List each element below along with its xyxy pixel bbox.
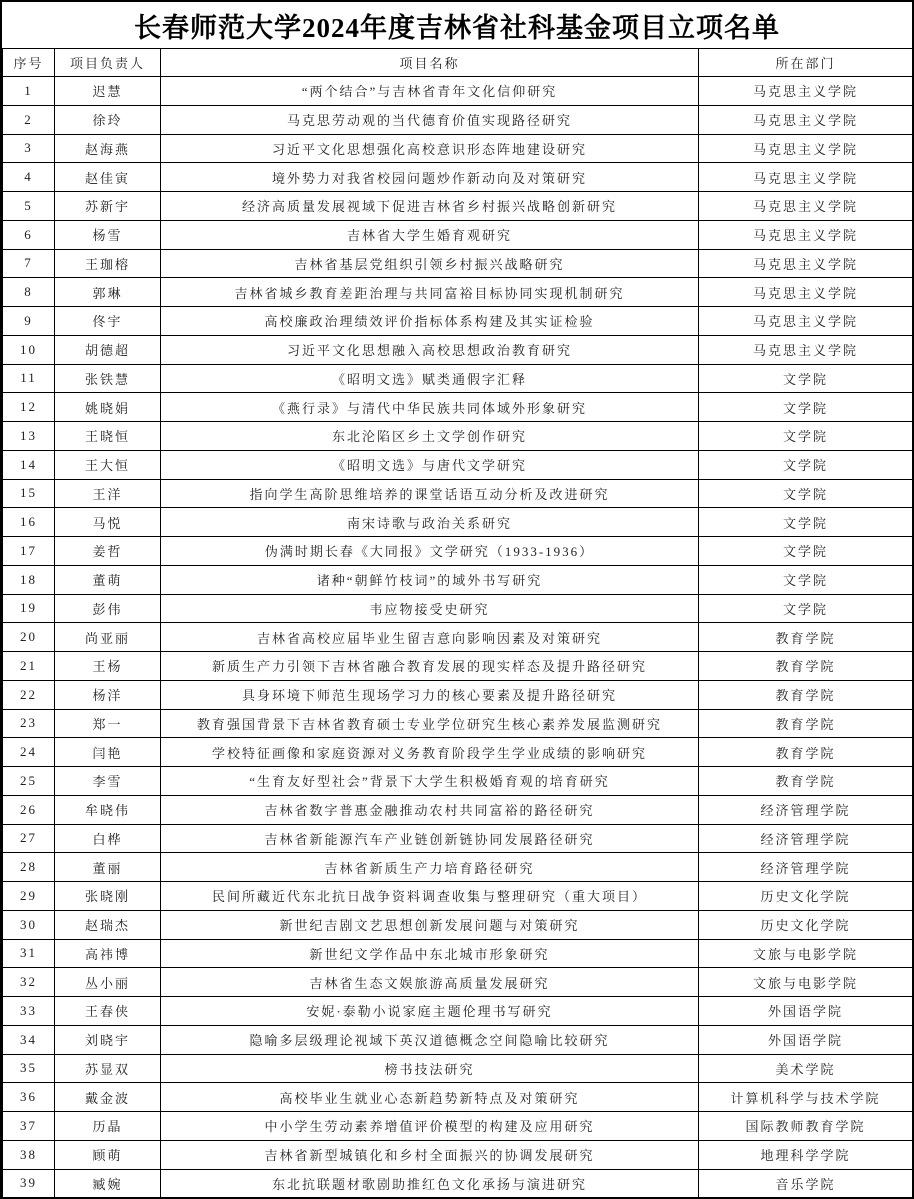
cell-project-leader: 戴金波 — [55, 1083, 161, 1112]
cell-serial-number: 11 — [3, 364, 55, 393]
cell-department: 历史文化学院 — [699, 910, 913, 939]
table-row — [3, 364, 913, 393]
cell-serial-number: 18 — [3, 565, 55, 594]
table-row — [3, 1140, 913, 1169]
table-row — [3, 968, 913, 997]
cell-serial-number: 38 — [3, 1140, 55, 1169]
cell-department: 国际教师教育学院 — [699, 1112, 913, 1141]
cell-project-leader: 尚亚丽 — [55, 623, 161, 652]
cell-department: 经济管理学院 — [699, 853, 913, 882]
table-row — [3, 422, 913, 451]
cell-serial-number: 3 — [3, 134, 55, 163]
cell-project-name: 具身环境下师范生现场学习力的核心要素及提升路径研究 — [161, 680, 699, 709]
cell-serial-number: 12 — [3, 393, 55, 422]
cell-project-leader: 刘晓宇 — [55, 1025, 161, 1054]
table-row — [3, 1169, 913, 1198]
cell-department: 马克思主义学院 — [699, 105, 913, 134]
cell-project-leader: 白桦 — [55, 824, 161, 853]
cell-project-leader: 马悦 — [55, 508, 161, 537]
cell-serial-number: 9 — [3, 307, 55, 336]
cell-department: 马克思主义学院 — [699, 77, 913, 106]
projects-table — [2, 48, 913, 1198]
cell-department: 教育学院 — [699, 767, 913, 796]
cell-department: 文学院 — [699, 508, 913, 537]
cell-project-leader: 张晓刚 — [55, 882, 161, 911]
cell-serial-number: 39 — [3, 1169, 55, 1198]
cell-project-name: 新世纪文学作品中东北城市形象研究 — [161, 939, 699, 968]
cell-project-name: 诸种“朝鲜竹枝词”的域外书写研究 — [161, 565, 699, 594]
cell-project-leader: 王杨 — [55, 652, 161, 681]
cell-serial-number: 20 — [3, 623, 55, 652]
cell-serial-number: 25 — [3, 767, 55, 796]
header-serial-number: 序号 — [3, 49, 55, 77]
table-row — [3, 680, 913, 709]
table-row — [3, 307, 913, 336]
cell-project-leader: 迟慧 — [55, 77, 161, 106]
cell-project-name: 学校特征画像和家庭资源对义务教育阶段学生学业成绩的影响研究 — [161, 738, 699, 767]
header-department: 所在部门 — [699, 49, 913, 77]
cell-project-name: 经济高质量发展视域下促进吉林省乡村振兴战略创新研究 — [161, 192, 699, 221]
cell-department: 马克思主义学院 — [699, 278, 913, 307]
cell-serial-number: 7 — [3, 249, 55, 278]
cell-project-leader: 姚晓娟 — [55, 393, 161, 422]
cell-serial-number: 4 — [3, 163, 55, 192]
cell-project-leader: 王洋 — [55, 479, 161, 508]
cell-department: 教育学院 — [699, 623, 913, 652]
cell-serial-number: 33 — [3, 997, 55, 1026]
cell-serial-number: 21 — [3, 652, 55, 681]
cell-department: 马克思主义学院 — [699, 249, 913, 278]
cell-project-leader: 闫艳 — [55, 738, 161, 767]
cell-project-leader: 杨洋 — [55, 680, 161, 709]
table-row — [3, 594, 913, 623]
cell-project-name: 吉林省新型城镇化和乡村全面振兴的协调发展研究 — [161, 1140, 699, 1169]
cell-department: 文旅与电影学院 — [699, 939, 913, 968]
cell-project-name: “生育友好型社会”背景下大学生积极婚育观的培育研究 — [161, 767, 699, 796]
table-row — [3, 652, 913, 681]
cell-department: 马克思主义学院 — [699, 163, 913, 192]
cell-project-leader: 苏显双 — [55, 1054, 161, 1083]
header-project-leader: 项目负责人 — [55, 49, 161, 77]
cell-project-leader: 丛小丽 — [55, 968, 161, 997]
table-row — [3, 1054, 913, 1083]
table-row — [3, 537, 913, 566]
cell-project-leader: 顾萌 — [55, 1140, 161, 1169]
cell-serial-number: 32 — [3, 968, 55, 997]
cell-department: 马克思主义学院 — [699, 335, 913, 364]
cell-department: 美术学院 — [699, 1054, 913, 1083]
cell-department: 马克思主义学院 — [699, 307, 913, 336]
table-row — [3, 163, 913, 192]
cell-department: 文学院 — [699, 565, 913, 594]
cell-serial-number: 13 — [3, 422, 55, 451]
cell-serial-number: 26 — [3, 795, 55, 824]
page-title: 长春师范大学2024年度吉林省社科基金项目立项名单 — [134, 12, 780, 43]
cell-project-name: 吉林省大学生婚育观研究 — [161, 220, 699, 249]
cell-serial-number: 1 — [3, 77, 55, 106]
cell-project-leader: 姜哲 — [55, 537, 161, 566]
cell-serial-number: 14 — [3, 450, 55, 479]
table-body — [3, 77, 913, 1198]
cell-serial-number: 10 — [3, 335, 55, 364]
cell-project-name: 东北沦陷区乡土文学创作研究 — [161, 422, 699, 451]
cell-project-leader: 王大恒 — [55, 450, 161, 479]
cell-project-leader: 苏新宇 — [55, 192, 161, 221]
cell-project-name: 高校廉政治理绩效评价指标体系构建及其实证检验 — [161, 307, 699, 336]
table-row — [3, 910, 913, 939]
table-row — [3, 393, 913, 422]
cell-project-leader: 董丽 — [55, 853, 161, 882]
cell-project-name: 教育强国背景下吉林省教育硕士专业学位研究生核心素养发展监测研究 — [161, 709, 699, 738]
cell-department: 外国语学院 — [699, 997, 913, 1026]
table-row — [3, 623, 913, 652]
cell-project-leader: 王珈榕 — [55, 249, 161, 278]
cell-department: 马克思主义学院 — [699, 220, 913, 249]
cell-project-name: 吉林省城乡教育差距治理与共同富裕目标协同实现机制研究 — [161, 278, 699, 307]
table-row — [3, 738, 913, 767]
cell-project-leader: 赵海燕 — [55, 134, 161, 163]
cell-project-leader: 徐玲 — [55, 105, 161, 134]
cell-serial-number: 24 — [3, 738, 55, 767]
cell-department: 文学院 — [699, 537, 913, 566]
cell-serial-number: 37 — [3, 1112, 55, 1141]
header-row — [3, 49, 913, 77]
cell-serial-number: 5 — [3, 192, 55, 221]
cell-project-name: 吉林省高校应届毕业生留吉意向影响因素及对策研究 — [161, 623, 699, 652]
cell-serial-number: 30 — [3, 910, 55, 939]
cell-project-name: 马克思劳动观的当代德育价值实现路径研究 — [161, 105, 699, 134]
cell-project-leader: 历晶 — [55, 1112, 161, 1141]
cell-project-name: 《昭明文选》赋类通假字汇释 — [161, 364, 699, 393]
title-bar — [2, 2, 912, 48]
cell-project-name: 新质生产力引领下吉林省融合教育发展的现实样态及提升路径研究 — [161, 652, 699, 681]
cell-project-name: 中小学生劳动素养增值评价模型的构建及应用研究 — [161, 1112, 699, 1141]
cell-project-name: 东北抗联题材歌剧助推红色文化承扬与演进研究 — [161, 1169, 699, 1198]
cell-department: 教育学院 — [699, 680, 913, 709]
cell-department: 文学院 — [699, 393, 913, 422]
cell-project-name: 伪满时期长春《大同报》文学研究（1933-1936） — [161, 537, 699, 566]
cell-project-name: 韦应物接受史研究 — [161, 594, 699, 623]
table-row — [3, 939, 913, 968]
table-row — [3, 853, 913, 882]
table-row — [3, 997, 913, 1026]
cell-serial-number: 29 — [3, 882, 55, 911]
cell-project-leader: 郭琳 — [55, 278, 161, 307]
cell-serial-number: 31 — [3, 939, 55, 968]
cell-project-leader: 臧婉 — [55, 1169, 161, 1198]
cell-project-name: 榜书技法研究 — [161, 1054, 699, 1083]
table-row — [3, 479, 913, 508]
cell-project-leader: 李雪 — [55, 767, 161, 796]
cell-department: 教育学院 — [699, 709, 913, 738]
table-row — [3, 335, 913, 364]
cell-project-name: 吉林省新质生产力培育路径研究 — [161, 853, 699, 882]
cell-project-leader: 胡德超 — [55, 335, 161, 364]
cell-department: 音乐学院 — [699, 1169, 913, 1198]
cell-project-leader: 郑一 — [55, 709, 161, 738]
cell-department: 外国语学院 — [699, 1025, 913, 1054]
cell-project-name: 习近平文化思想融入高校思想政治教育研究 — [161, 335, 699, 364]
cell-project-name: 《昭明文选》与唐代文学研究 — [161, 450, 699, 479]
cell-project-leader: 赵佳寅 — [55, 163, 161, 192]
cell-project-name: 《燕行录》与清代中华民族共同体域外形象研究 — [161, 393, 699, 422]
cell-project-leader: 高祎博 — [55, 939, 161, 968]
cell-project-name: 安妮·泰勒小说家庭主题伦理书写研究 — [161, 997, 699, 1026]
cell-project-name: 指向学生高阶思维培养的课堂话语互动分析及改进研究 — [161, 479, 699, 508]
table-header — [3, 49, 913, 77]
cell-project-name: 隐喻多层级理论视域下英汉道德概念空间隐喻比较研究 — [161, 1025, 699, 1054]
table-row — [3, 134, 913, 163]
table-row — [3, 105, 913, 134]
cell-department: 文学院 — [699, 422, 913, 451]
table-row — [3, 882, 913, 911]
table-row — [3, 709, 913, 738]
header-project-name: 项目名称 — [161, 49, 699, 77]
table-row — [3, 220, 913, 249]
cell-serial-number: 34 — [3, 1025, 55, 1054]
cell-department: 文学院 — [699, 594, 913, 623]
cell-department: 经济管理学院 — [699, 795, 913, 824]
table-row — [3, 1025, 913, 1054]
cell-project-leader: 王春侠 — [55, 997, 161, 1026]
cell-project-leader: 赵瑞杰 — [55, 910, 161, 939]
cell-serial-number: 8 — [3, 278, 55, 307]
cell-department: 文学院 — [699, 450, 913, 479]
cell-department: 马克思主义学院 — [699, 134, 913, 163]
cell-department: 文旅与电影学院 — [699, 968, 913, 997]
cell-serial-number: 17 — [3, 537, 55, 566]
cell-project-name: 高校毕业生就业心态新趋势新特点及对策研究 — [161, 1083, 699, 1112]
cell-project-name: 吉林省新能源汽车产业链创新链协同发展路径研究 — [161, 824, 699, 853]
cell-department: 计算机科学与技术学院 — [699, 1083, 913, 1112]
table-row — [3, 565, 913, 594]
cell-department: 文学院 — [699, 479, 913, 508]
table-row — [3, 508, 913, 537]
cell-department: 经济管理学院 — [699, 824, 913, 853]
cell-department: 教育学院 — [699, 652, 913, 681]
table-row — [3, 249, 913, 278]
cell-serial-number: 27 — [3, 824, 55, 853]
cell-project-name: 境外势力对我省校园问题炒作新动向及对策研究 — [161, 163, 699, 192]
table-row — [3, 278, 913, 307]
cell-serial-number: 23 — [3, 709, 55, 738]
cell-serial-number: 22 — [3, 680, 55, 709]
cell-department: 地理科学学院 — [699, 1140, 913, 1169]
cell-project-leader: 张铁慧 — [55, 364, 161, 393]
table-row — [3, 192, 913, 221]
cell-project-name: 吉林省基层党组织引领乡村振兴战略研究 — [161, 249, 699, 278]
cell-department: 马克思主义学院 — [699, 192, 913, 221]
cell-project-leader: 董萌 — [55, 565, 161, 594]
cell-serial-number: 36 — [3, 1083, 55, 1112]
table-row — [3, 1083, 913, 1112]
cell-serial-number: 6 — [3, 220, 55, 249]
table-row — [3, 77, 913, 106]
table-row — [3, 767, 913, 796]
cell-project-name: 吉林省数字普惠金融推动农村共同富裕的路径研究 — [161, 795, 699, 824]
cell-department: 教育学院 — [699, 738, 913, 767]
cell-serial-number: 35 — [3, 1054, 55, 1083]
table-row — [3, 1112, 913, 1141]
cell-project-leader: 王晓恒 — [55, 422, 161, 451]
cell-project-name: 习近平文化思想强化高校意识形态阵地建设研究 — [161, 134, 699, 163]
cell-project-leader: 彭伟 — [55, 594, 161, 623]
cell-serial-number: 2 — [3, 105, 55, 134]
cell-project-name: 民间所藏近代东北抗日战争资料调查收集与整理研究（重大项目） — [161, 882, 699, 911]
cell-serial-number: 16 — [3, 508, 55, 537]
cell-serial-number: 28 — [3, 853, 55, 882]
cell-project-leader: 杨雪 — [55, 220, 161, 249]
cell-project-name: 新世纪吉剧文艺思想创新发展问题与对策研究 — [161, 910, 699, 939]
cell-department: 文学院 — [699, 364, 913, 393]
cell-project-leader: 佟宇 — [55, 307, 161, 336]
cell-project-name: 南宋诗歌与政治关系研究 — [161, 508, 699, 537]
cell-project-name: 吉林省生态文娱旅游高质量发展研究 — [161, 968, 699, 997]
table-row — [3, 795, 913, 824]
cell-department: 历史文化学院 — [699, 882, 913, 911]
cell-serial-number: 19 — [3, 594, 55, 623]
cell-project-name: “两个结合”与吉林省青年文化信仰研究 — [161, 77, 699, 106]
cell-serial-number: 15 — [3, 479, 55, 508]
table-row — [3, 824, 913, 853]
table-row — [3, 450, 913, 479]
cell-project-leader: 牟晓伟 — [55, 795, 161, 824]
